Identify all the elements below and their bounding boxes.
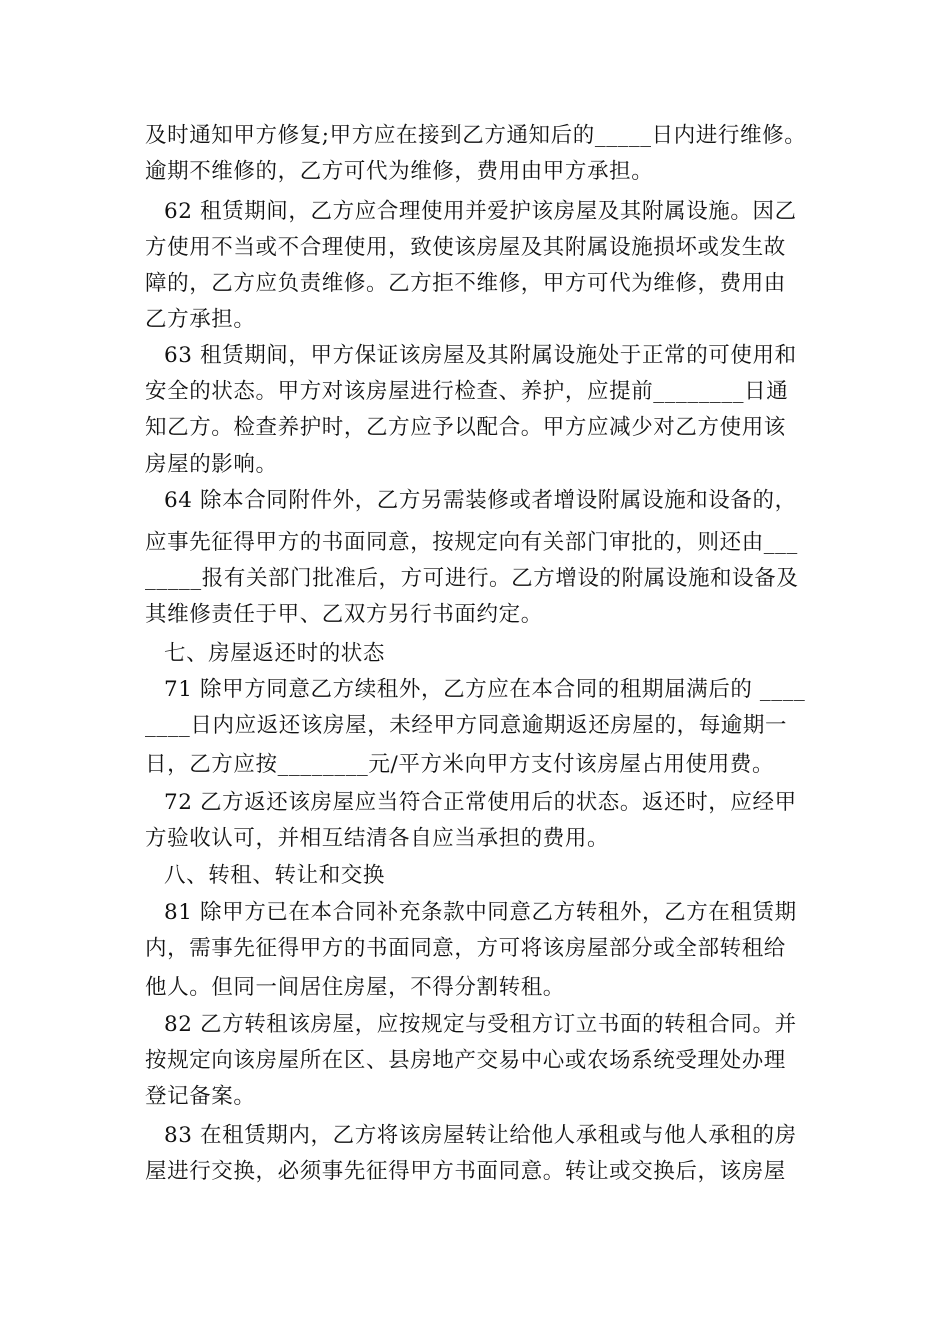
text-line: 71 除甲方同意乙方续租外，乙方应在本合同的租期届满后的 ____ [164,677,806,702]
text-line: 日，乙方应按________元/平方米向甲方支付该房屋占用使用费。 [145,752,775,777]
text-line: 63 租赁期间，甲方保证该房屋及其附属设施处于正常的可使用和 [164,343,797,368]
text-line: 方使用不当或不合理使用，致使该房屋及其附属设施损坏或发生故 [145,235,786,260]
text-line: 方验收认可，并相互结清各自应当承担的费用。 [145,826,610,851]
text-line: 72 乙方返还该房屋应当符合正常使用后的状态。返还时，应经甲 [164,790,797,815]
text-line: 82 乙方转租该房屋，应按规定与受租方订立书面的转租合同。并 [164,1012,797,1037]
text-line: 按规定向该房屋所在区、县房地产交易中心或农场系统受理处办理 [145,1048,786,1073]
section-heading: 七、房屋返还时的状态 [164,641,386,666]
text-line: 62 租赁期间，乙方应合理使用并爱护该房屋及其附属设施。因乙 [164,199,797,224]
text-line: 内，需事先征得甲方的书面同意，方可将该房屋部分或全部转租给 [145,936,786,961]
text-line: 逾期不维修的，乙方可代为维修，费用由甲方承担。 [145,159,654,184]
text-line: 81 除甲方已在本合同补充条款中同意乙方转租外，乙方在租赁期 [164,900,797,925]
text-line: 64 除本合同附件外，乙方另需装修或者增设附属设施和设备的， [164,488,797,513]
text-line: ____日内应返还该房屋，未经甲方同意逾期返还房屋的，每逾期一 [145,713,788,738]
text-line: 登记备案。 [145,1084,256,1109]
text-line: 屋进行交换，必须事先征得甲方书面同意。转让或交换后，该房屋 [145,1159,786,1184]
text-line: 应事先征得甲方的书面同意，按规定向有关部门审批的，则还由___ [145,530,798,555]
text-line: 安全的状态。甲方对该房屋进行检查、养护，应提前________日通 [145,379,789,404]
text-line: 障的，乙方应负责维修。乙方拒不维修，甲方可代为维修，费用由 [145,271,786,296]
text-line: 及时通知甲方修复;甲方应在接到乙方通知后的_____日内进行维修。 [145,123,807,148]
section-heading: 八、转租、转让和交换 [164,863,386,888]
text-line: 其维修责任于甲、乙双方另行书面约定。 [145,602,543,627]
text-line: 他人。但同一间居住房屋，不得分割转租。 [145,975,565,1000]
text-line: 乙方承担。 [145,307,256,332]
text-line: 知乙方。检查养护时，乙方应予以配合。甲方应减少对乙方使用该 [145,415,786,440]
text-line: 83 在租赁期内，乙方将该房屋转让给他人承租或与他人承租的房 [164,1123,797,1148]
text-line: _____报有关部门批准后，方可进行。乙方增设的附属设施和设备及 [145,566,799,591]
text-line: 房屋的影响。 [145,452,278,477]
